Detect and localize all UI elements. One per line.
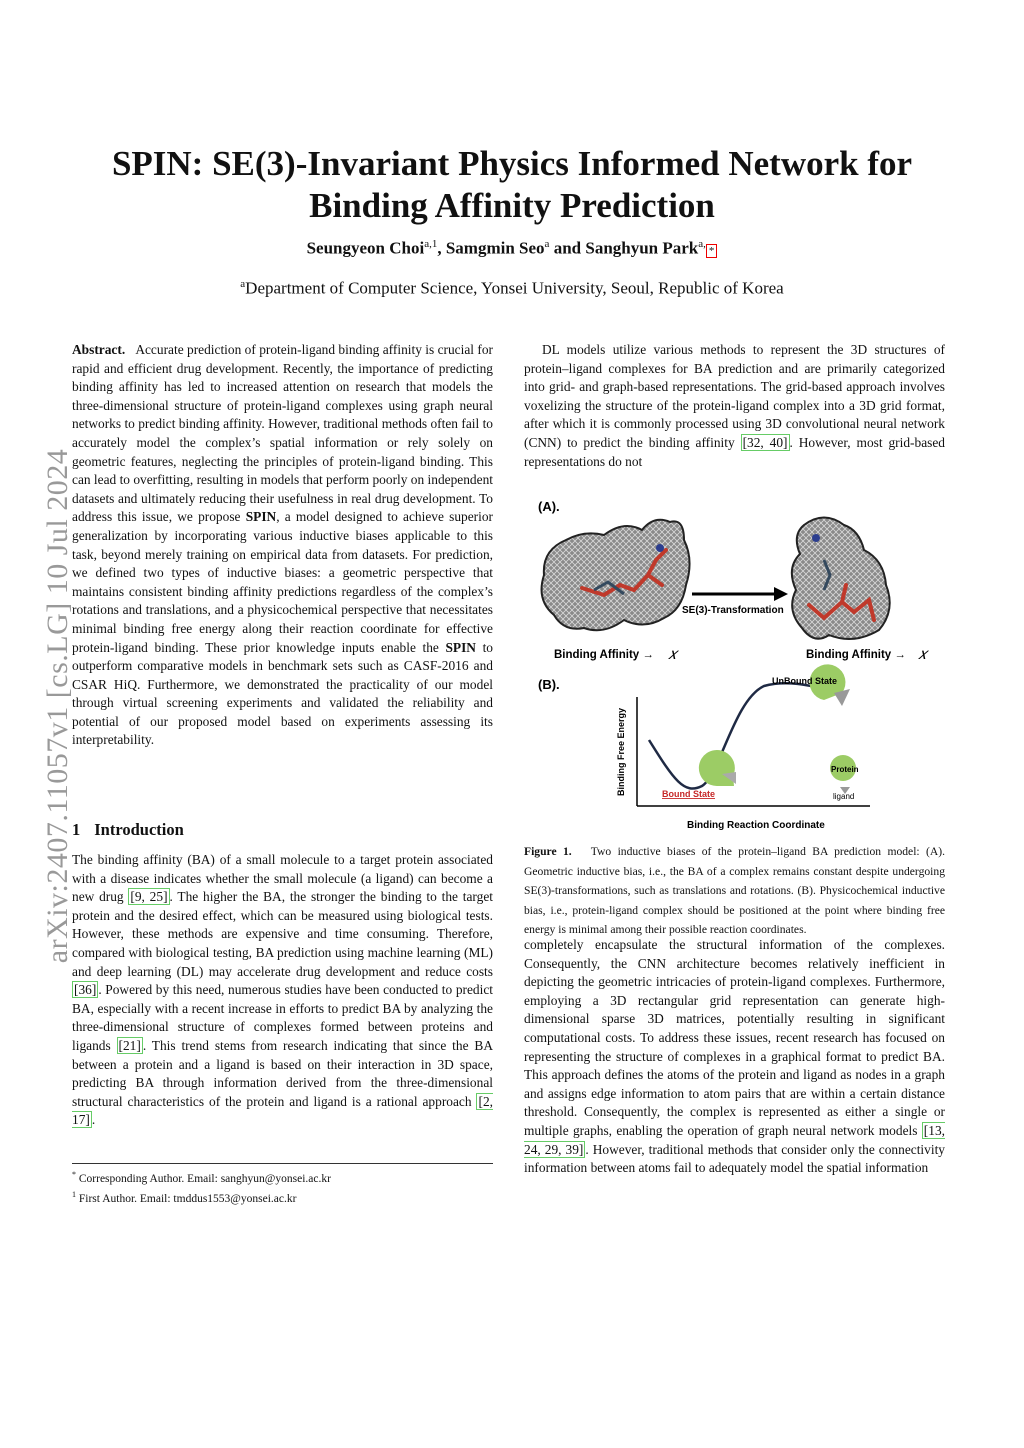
author-2-affil: a (544, 238, 550, 250)
abstract-text: , a model designed to achieve superior generalization by incorporating various inductive biases applicable to this task, beyond merely training on empirical data from datasets. For prediction, we defined two types of inductive biases: a geometric perspective that maintains consistent binding affinity predictions regardless of the complex’s rotations and translations, and a physicochemical perspective that necessitates minimal binding free energy along their reaction coordinate for effective protein-ligand binding. These prior knowledge inputs enable the (72, 509, 493, 655)
legend-ligand-label: ligand (833, 792, 855, 801)
bound-state-label: Bound State (662, 789, 715, 799)
body-text: . However, most grid-based representations do not (524, 434, 945, 469)
footnote-mark: * (72, 1170, 76, 1179)
footnote-text: First Author. Email: tmddus1553@yonsei.ac.kr (78, 1192, 297, 1205)
model-name: SPIN (445, 639, 476, 655)
body-text: DL models utilize various methods to represent the 3D structures of protein–ligand complexes for BA prediction and are primarily categorized into grid- and graph-based representations. The grid-based approach involves voxelizing the structure of the protein-ligand complex into a 3D grid format, after which it is commonly processed using 3D convolutional neural network (CNN) to predict the binding affinity (524, 342, 945, 450)
arxiv-id: arXiv:2407.11057v1 [cs.LG] 10 Jul 2024 (41, 448, 74, 964)
body-text: completely encapsulate the structural information of the complexes. Consequently, the CNN architecture becomes relatively inefficient in depicting the geometric intricacies of protein-ligand complexes. Furthermore, employing a 3D rectangular grid representation can generate high-dimensional sparse 3D matrices, potentially resulting in significant computational costs. To address these issues, recent research has focused on representing the structure of complexes in a graphical format to predict BA. This approach defines the atoms of the protein and ligand as nodes in a graph and assigns edge information to atom pairs that are within a certain distance threshold. Consequently, the complex is represented as either a single or multiple graphs, enabling the operation of graph neural network models (524, 937, 945, 1138)
unbound-state-label: UnBound State (772, 676, 837, 686)
chi-symbol-right: 𝑥 (918, 646, 927, 663)
caption-label: Figure 1. (524, 845, 572, 858)
x-axis-label: Binding Reaction Coordinate (687, 820, 825, 831)
legend-protein-label: Protein (831, 765, 859, 774)
binding-affinity-left: Binding Affinity → (554, 649, 654, 661)
author-3: Sanghyun Park (585, 238, 699, 258)
introduction-body (72, 851, 493, 1130)
intro-text: The binding affinity (BA) of a small molecule to a target protein associated with a disease indicates whether the small molecule (a ligand) can become a new drug (72, 852, 493, 905)
section-title: Introduction (94, 820, 184, 839)
citation-link[interactable]: [13, 24, 29, 39] (524, 1122, 945, 1157)
author-sep: and (549, 238, 586, 258)
abstract (72, 341, 493, 750)
protein-surface-left (542, 520, 690, 630)
footnote-mark: 1 (72, 1189, 76, 1199)
citation-link[interactable]: [9, 25] (130, 889, 168, 905)
footnote-text: Corresponding Author. Email: sanghyun@yonsei.ac.kr (78, 1172, 331, 1185)
intro-text: . (91, 1112, 96, 1128)
energy-diagram (616, 664, 870, 831)
title-line-1: SPIN: SE(3)-Invariant Physics Informed Network for (111, 144, 913, 183)
footnote-corresponding (72, 1167, 493, 1187)
title-line-2: Binding Affinity Prediction (309, 186, 715, 225)
abstract-label: Abstract. (72, 342, 126, 357)
author-1: Seungyeon Choi (306, 238, 425, 258)
abstract-text: to outperform comparative models in benchmark sets such as CASF-2016 and CSAR HiQ. Furthermore, we demonstrated the practicality of our model through virtual screening experiments and validated the reliability and potential of our proposed model based on experiments assessing its interpretability. (72, 639, 493, 748)
right-column-paragraph-2 (524, 936, 945, 1178)
author-2: Samgmin Seo (445, 238, 545, 258)
y-axis-label: Binding Free Energy (616, 707, 626, 796)
affiliation-mark: a (240, 278, 246, 290)
chi-symbol-left: 𝑥 (668, 646, 677, 663)
footnote-rule (72, 1163, 493, 1164)
citation-link[interactable]: [21] (118, 1037, 141, 1053)
author-1-affil: a,1 (424, 238, 438, 250)
author-sep: , (437, 238, 446, 258)
footnotes (72, 1167, 493, 1207)
footnote-first-author (72, 1187, 493, 1207)
intro-text: . Powered by this need, numerous studies have been conducted to predict BA, especially with a recent increase in efforts to predict BA by analyzing the three-dimensional structure of complexes formed between proteins and ligands (72, 982, 493, 1053)
energy-curve (649, 683, 829, 788)
section-heading-introduction (72, 820, 198, 840)
caption-text: Two inductive biases of the protein–ligand BA prediction model: (A). Geometric inductive bias, i.e., the BA of a complex remains constant despite undergoing SE(3)-transformations, such as translations and rotations. (B). Physicochemical inductive bias, i.e., protein-ligand complex should be positioned at the point where binding free energy is minimal among their possible reaction coordinates. (524, 845, 945, 936)
right-column-paragraph-1 (524, 341, 945, 471)
intro-text: . This trend stems from research indicating that since the BA between a protein and a ligand is based on their interaction in 3D space, predicting BA through information derived from the three-dimensional structural characteristics of the protein and ligand is a rational approach (72, 1037, 493, 1109)
paper-title (0, 143, 1024, 227)
affiliation-text: Department of Computer Science, Yonsei University, Seoul, Republic of Korea (245, 278, 784, 298)
bound-protein-shape (699, 750, 735, 786)
corresponding-author-link[interactable]: * (706, 244, 718, 258)
citation-link[interactable]: [2, 17] (72, 1093, 493, 1128)
figure-1 (524, 490, 954, 835)
binding-affinity-right: Binding Affinity → (806, 649, 906, 661)
figure-caption (524, 842, 945, 940)
author-list (0, 238, 1024, 259)
abstract-text: Accurate prediction of protein-ligand binding affinity is crucial for rapid and efficient drug development. Recently, the importance of predicting binding affinity has led to increased attention on research that models the three-dimensional structure of protein-ligand complexes using graph neural networks to predict binding affinity. However, traditional methods often fail to accurately model the complex’s spatial information or rely solely on geometric features, neglecting the principles of protein-ligand binding. This can lead to overfitting, resulting in models that perform poorly on independent datasets and ultimately reducing their usefulness in real drug development. To address this issue, we propose (72, 342, 493, 525)
section-number: 1 (72, 820, 81, 839)
citation-link[interactable]: [36] (74, 982, 97, 998)
panel-b-label: (B). (538, 677, 560, 692)
citation-link[interactable]: [32, 40] (742, 434, 788, 450)
author-3-affil: a, (698, 238, 706, 250)
intro-text: . The higher the BA, the stronger the binding to the target protein and the desired effect, which can be measured using biological tests. However, these methods are expensive and time consuming. Therefore, compared with biological testing, BA prediction using machine learning (ML) and deep learning (DL) may accelerate drug development and reduce costs (72, 889, 493, 979)
model-name: SPIN (245, 509, 277, 525)
body-text: . However, traditional methods that consider only the connectivity information between atoms fail to adequately model the spatial information (524, 1141, 945, 1176)
transformation-arrow (682, 587, 788, 616)
panel-a-label: (A). (538, 499, 560, 514)
transformation-label: SE(3)-Transformation (682, 605, 784, 616)
protein-surface-right (792, 518, 890, 640)
affiliation (0, 278, 1024, 299)
